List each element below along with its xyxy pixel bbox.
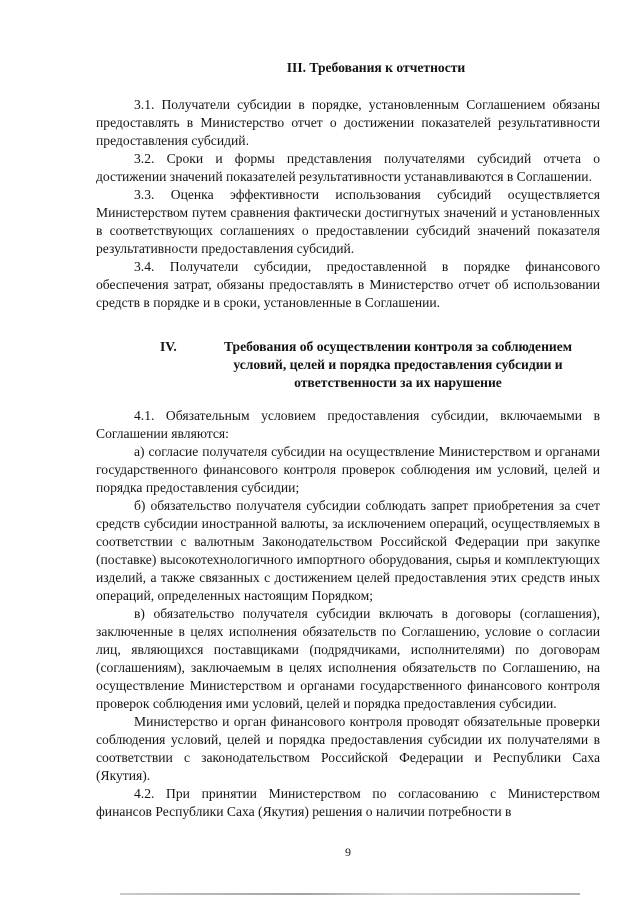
page-number: 9 — [345, 845, 351, 859]
section-4-title-line: ответственности за их нарушение — [294, 375, 502, 390]
section-4-number: IV. — [160, 339, 177, 354]
paragraph-4-1-checks: Министерство и орган финансового контроля проводят обязательные проверки соблюдения условий, целей и порядка предоставления субсидии их получателями в соответствии с законодательством Российской Федерации и Республики Саха (Якутия). — [96, 714, 600, 783]
section-4-heading — [96, 338, 600, 392]
scan-edge-line — [120, 893, 580, 895]
paragraph-3-4: 3.4. Получатели субсидии, предоставленной в порядке финансового обеспечения затрат, обязаны предоставлять в Министерство отчет об использовании средств в порядке и в сроки, установленные в Соглашении. — [96, 259, 600, 310]
section-3-title: III. Требования к отчетности — [286, 60, 466, 75]
section-4-body — [96, 407, 600, 821]
paragraph-3-3: 3.3. Оценка эффективности использования субсидий осуществляется Министерством путем сравнения фактически достигнутых значений и установленных в соответствующих соглашениях о предоставлении субсидий значений показателя результативности предоставления субсидий. — [96, 187, 600, 256]
paragraph-4-1: 4.1. Обязательным условием предоставления субсидии, включаемыми в Соглашении являются: — [96, 408, 600, 441]
paragraph-3-1: 3.1. Получатели субсидии в порядке, установленным Соглашением обязаны предоставлять в Министерство отчет о достижении показателей результативности предоставления субсидий. — [96, 97, 600, 148]
paragraph-4-2: 4.2. При принятии Министерством по согласованию с Министерством финансов Республики Саха (Якутия) решения о наличии потребности в — [96, 786, 600, 819]
paragraph-3-2: 3.2. Сроки и формы представления получателями субсидий отчета о достижении значений показателей результативности устанавливаются в Соглашении. — [96, 151, 600, 184]
section-4-title-line: условий, целей и порядка предоставления субсидии и — [233, 357, 563, 372]
section-3-heading — [96, 59, 600, 77]
paragraph-4-1-b: б) обязательство получателя субсидии соблюдать запрет приобретения за счет средств субсидии иностранной валюты, за исключением операций, осуществляемых в соответствии с валютным Законодательством Российской Федерации при закупке (поставке) высокотехнологичного импортного оборудования, сырья и комплектующих изделий, а также связанных с достижением целей предоставления этих средств иных операций, определенных настоящим Порядком; — [96, 498, 600, 603]
section-4-title-line: Требования об осуществлении контроля за соблюдением — [223, 339, 573, 354]
paragraph-4-1-a: а) согласие получателя субсидии на осуществление Министерством и органами государственного финансового контроля проверок соблюдения им условий, целей и порядка предоставления субсидии; — [96, 444, 600, 495]
paragraph-4-1-v: в) обязательство получателя субсидии включать в договоры (соглашения), заключенные в целях исполнения обязательств по Соглашению, условие о согласии лиц, являющихся поставщиками (подрядчиками, исполнителями) по договорам (соглашениям), заключаемым в целях исполнения обязательств по Соглашению, на осуществление Министерством и органами государственного финансового контроля проверок соблюдения ими условий, целей и порядка предоставления субсидии. — [96, 606, 600, 711]
section-3-body — [96, 96, 600, 312]
